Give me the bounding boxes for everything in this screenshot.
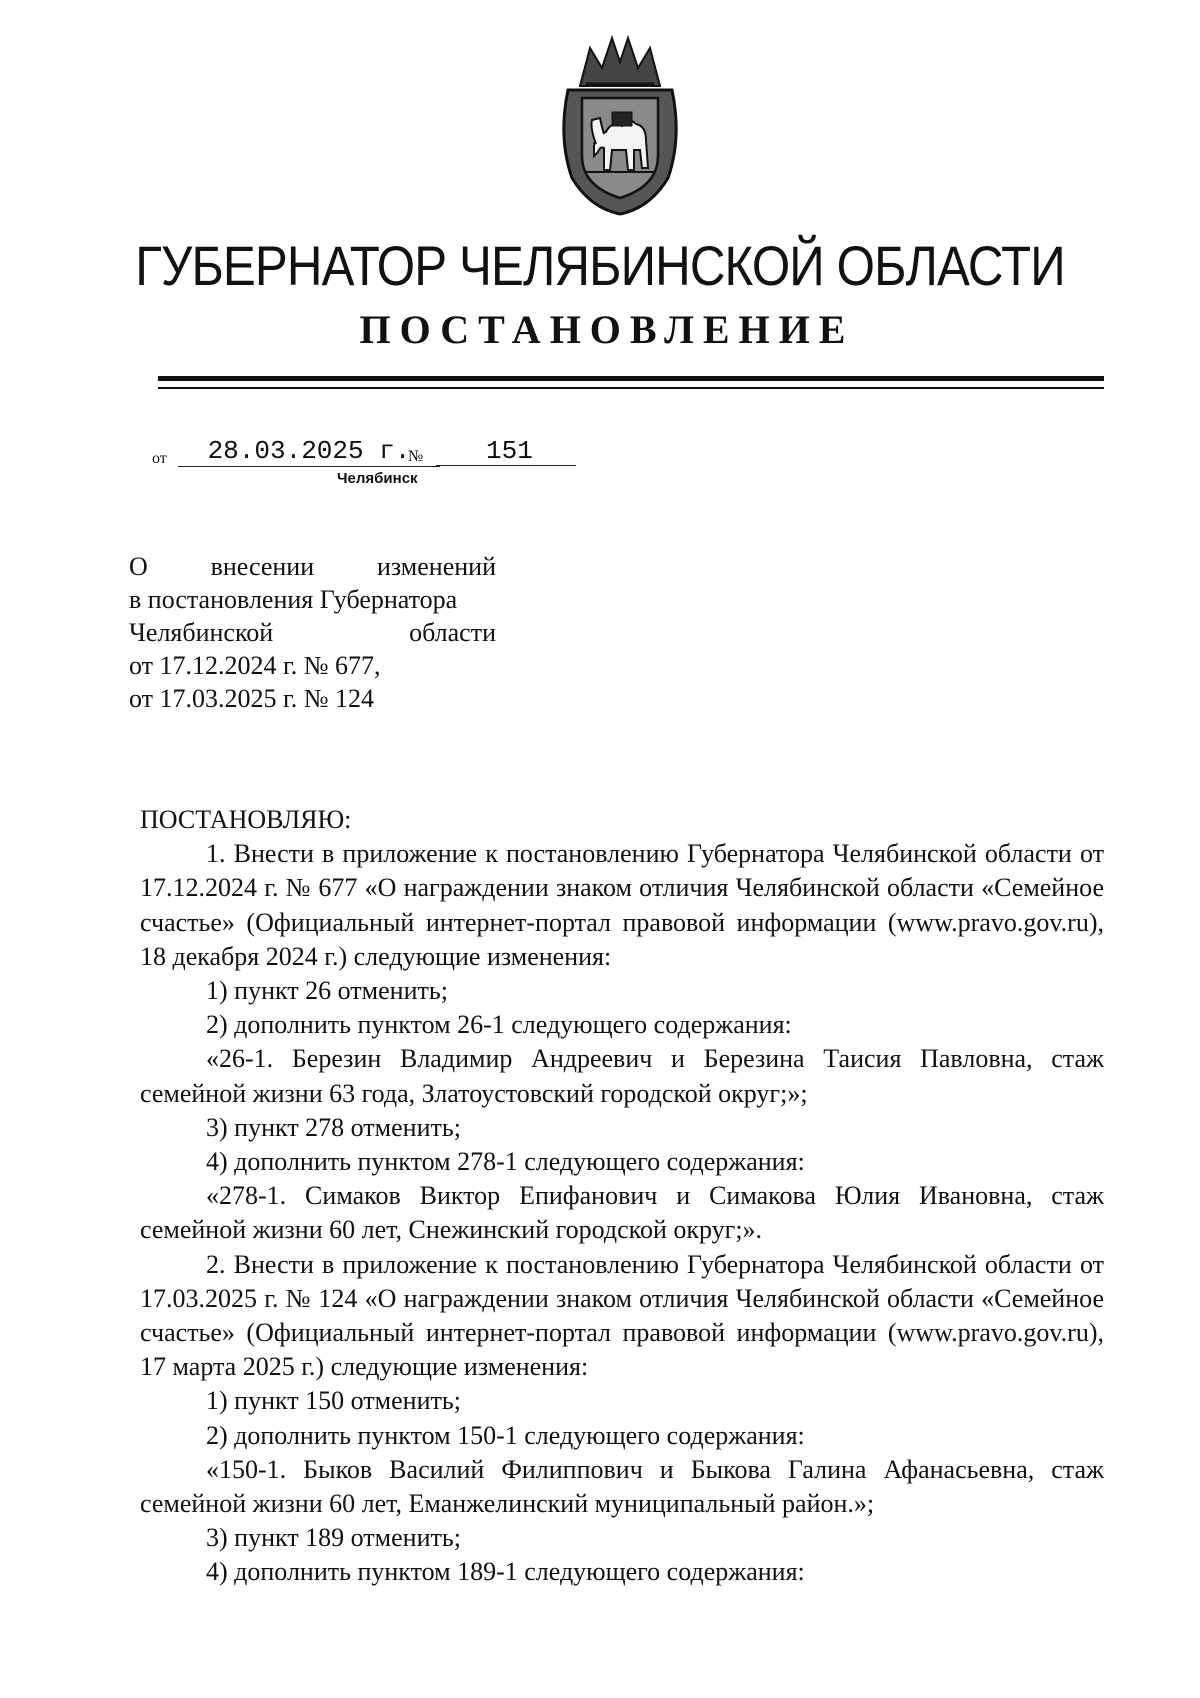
city-label: Челябинск <box>337 470 418 487</box>
date-number-row <box>152 436 592 470</box>
paragraph: 2) дополнить пунктом 26-1 следующего содержания: <box>206 1010 792 1040</box>
decree-date: 28.03.2025 г. <box>178 436 440 467</box>
header-divider-thick <box>158 376 1104 381</box>
decree-heading: ПОСТАНОВЛЯЮ: <box>140 805 352 834</box>
coat-of-arms-icon <box>550 28 690 218</box>
paragraph: 1) пункт 150 отменить; <box>206 1386 461 1416</box>
authority-title: ГУБЕРНАТОР ЧЕЛЯБИНСКОЙ ОБЛАСТИ <box>135 234 1065 297</box>
paragraph: 2) дополнить пунктом 150-1 следующего содержания: <box>206 1420 805 1450</box>
document-type: ПОСТАНОВЛЕНИЕ <box>359 307 855 352</box>
paragraph: «26-1. Березин Владимир Андреевич и Березина Таисия Павловна, стаж семейной жизни 63 года, Златоустовский городской округ;»; <box>140 1044 1104 1108</box>
decree-subject <box>129 550 496 715</box>
subject-line: Челябинской области <box>129 618 496 647</box>
decree-body <box>140 803 1104 1590</box>
decree-number: 151 <box>436 436 576 466</box>
paragraph: 4) дополнить пунктом 278-1 следующего содержания: <box>206 1147 805 1177</box>
date-prefix: от <box>152 450 167 467</box>
header-divider-thin <box>158 387 1104 389</box>
subject-line: О внесении изменений <box>129 552 496 581</box>
paragraph: «278-1. Симаков Виктор Епифанович и Симакова Юлия Ивановна, стаж семейной жизни 60 лет, Снежинский городской округ;». <box>140 1181 1104 1245</box>
subject-line: от 17.03.2025 г. № 124 <box>129 684 375 713</box>
paragraph: 4) дополнить пунктом 189-1 следующего содержания: <box>206 1557 805 1587</box>
subject-line: в постановления Губернатора <box>129 585 458 614</box>
paragraph: 3) пункт 189 отменить; <box>206 1523 461 1553</box>
paragraph: 1. Внести в приложение к постановлению Губернатора Челябинской области от 17.12.2024 г. № 677 «О награждении знаком отличия Челябинской области «Семейное счастье» (Официальный интернет-портал правовой информации (www.pravo.gov.ru), 18 декабря 2024 г.) следующие изменения: <box>140 839 1104 971</box>
paragraph: 1) пункт 26 отменить; <box>206 976 448 1006</box>
paragraph: 2. Внести в приложение к постановлению Губернатора Челябинской области от 17.03.2025 г. № 124 «О награждении знаком отличия Челябинской области «Семейное счастье» (Официальный интернет-портал правовой информации (www.pravo.gov.ru), 17 марта 2025 г.) следующие изменения: <box>140 1249 1104 1382</box>
subject-line: от 17.12.2024 г. № 677, <box>129 651 381 680</box>
paragraph: «150-1. Быков Василий Филиппович и Быкова Галина Афанасьевна, стаж семейной жизни 60 лет, Еманжелинский муниципальный район.»; <box>140 1454 1104 1519</box>
paragraph: 3) пункт 278 отменить; <box>206 1112 461 1142</box>
number-label: № <box>408 448 424 465</box>
